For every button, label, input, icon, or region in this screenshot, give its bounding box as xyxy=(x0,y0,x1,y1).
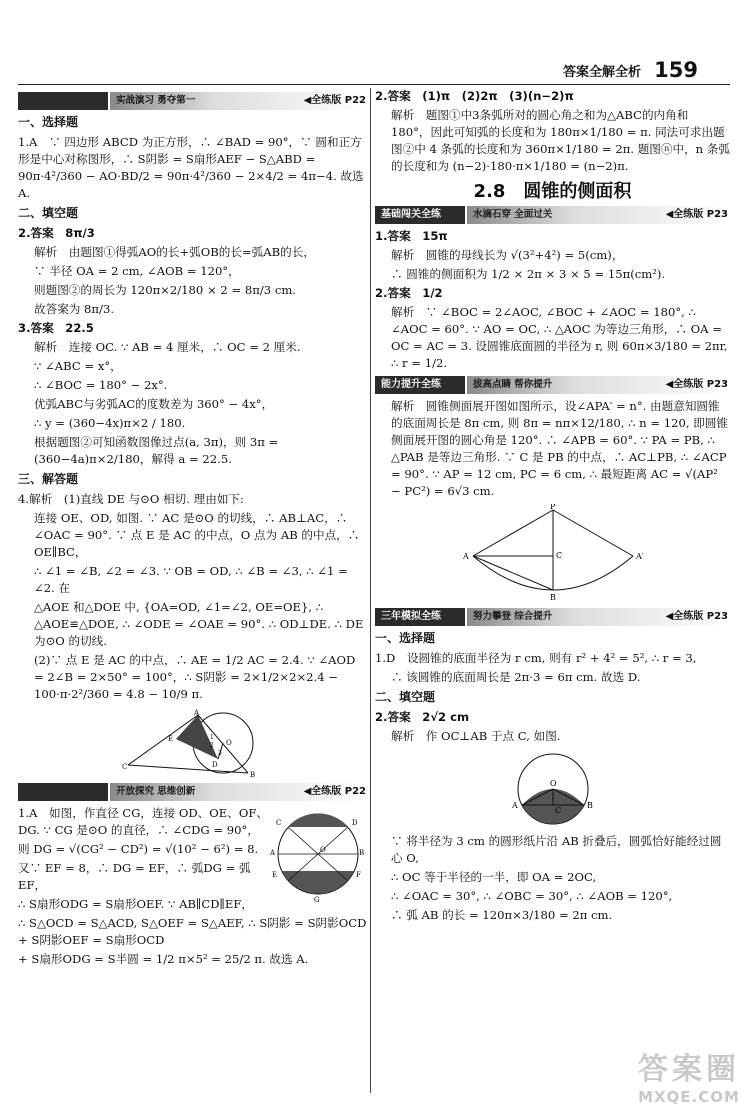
figure-label: B xyxy=(549,593,556,602)
section-heading: 三、解答题 xyxy=(18,472,79,486)
answer-label: 2.答案 8π/3 xyxy=(18,226,95,240)
figure-label: 1 xyxy=(210,734,214,741)
answer-text: + S扇形ODG = S半圆 = 1/2 π×5² = 25/2 π. 故选 A. xyxy=(18,952,309,966)
answer-text: 解析 ∵ ∠BOC = 2∠AOC, ∠BOC + ∠AOC = 180°, ∴ ∠AOC = 60°. ∵ AO = OC, ∴ △AOC 为等边三角形，∴ OA = OC = AC = 3. 设圆锥底面圆的半径为 r, 则 60π×3/180 = 2πr, ∴ r = 1/2. xyxy=(391,305,728,370)
tangent-circle-figure xyxy=(118,707,268,779)
answer-text: 则 DG = √(CG² − CD²) = √(10² − 6²) = 8. xyxy=(18,842,259,856)
figure-label: A xyxy=(194,709,200,717)
section-bar-label: 基础闯关全练 xyxy=(375,206,465,224)
answer-text: 优弧ABC与劣弧AC的度数差为 360° − 4x°， xyxy=(34,397,274,411)
section-bar-tag: ◀全练版 P23 xyxy=(665,611,728,622)
figure-label: A′ xyxy=(635,552,644,561)
answer-text: ∴ ∠BOC = 180° − 2x°. xyxy=(34,378,168,392)
answer-text: 4.解析 (1)直线 DE 与⊙O 相切. 理由如下: xyxy=(18,492,244,506)
header-rule xyxy=(18,84,730,85)
answer-label: 1.答案 15π xyxy=(375,229,448,243)
answer-text: 解析 连接 OC. ∵ AB = 4 厘米，∴ OC = 2 厘米. xyxy=(34,340,301,354)
section-bar-tag: ◀全练版 P22 xyxy=(303,95,366,106)
answer-text: ∴ OC 等于半径的一半，即 OA = 2OC, xyxy=(391,870,597,884)
answer-text: 1.A ∵ 四边形 ABCD 为正方形，∴ ∠BAD = 90°，∵ 圆和正方形是中心对称图形，∴ S阴影 = S扇形AEF − S△ABD = 90π·4²/360 − AO·BD/2 = 90π·4²/360 − 2×4/2 = 4π−4. 故选 A. xyxy=(18,135,364,200)
answer-text: 根据题图②可知函数图像过点(a, 3π)，则 3π = (360−4a)π×2/180，解得 a = 22.5. xyxy=(34,435,279,466)
section-bar-label: 三年模拟全练 xyxy=(375,608,465,626)
right-column xyxy=(375,88,730,926)
watermark-url: MXQE.COM xyxy=(638,1088,740,1106)
section-heading: 一、选择题 xyxy=(18,115,79,129)
section-bar-label: 开放探究 思维创新 xyxy=(110,783,368,801)
figure-label: 2 xyxy=(210,742,214,749)
section-bar-sub: 拔高点睛 帮你提升 xyxy=(467,376,730,394)
figure-label: C xyxy=(122,763,128,771)
cone-net-figure xyxy=(453,504,653,604)
answer-text: ∴ ∠1 = ∠B, ∠2 = ∠3. ∵ OB = OD, ∴ ∠B = ∠3, ∴ ∠1 = ∠2. 在 xyxy=(34,564,348,595)
section-bar xyxy=(375,376,730,394)
figure-label: C xyxy=(554,806,561,815)
figure-label: O xyxy=(226,739,232,747)
answer-text: 解析 圆锥的母线长为 √(3²+4²) = 5(cm)， xyxy=(391,248,624,262)
answer-text: 解析 题图①中3条弧所对的圆心角之和为△ABC的内角和 180°，因此可知弧的长度和为 180π×1/180 = π. 同法可求出题图②中 4 条弧的长度和为 360π×1/180 = 2π. 题图ⓝ中，n 条弧的长度和为 (n−2)·180·π×1/180 = (n−2)π. xyxy=(391,108,731,173)
figure-label: A xyxy=(511,801,518,810)
figure-label: B xyxy=(586,801,593,810)
answer-text: 故答案为 8π/3. xyxy=(34,302,115,316)
figure-label: O xyxy=(549,779,557,788)
figure-label: A xyxy=(270,849,276,857)
left-column xyxy=(18,88,368,970)
answer-text: 1.A 如图，作直径 CG，连接 OD、OE、OF、DG. ∵ CG 是⊙O 的直径，∴ ∠CDG = 90°， xyxy=(18,806,268,837)
answer-text: ∴ 该圆锥的底面周长是 2π·3 = 6π cm. 故选 D. xyxy=(391,670,641,684)
answer-text: ∵ 半径 OA = 2 cm, ∠AOB = 120°， xyxy=(34,264,240,278)
section-bar xyxy=(375,206,730,224)
figure-label: C xyxy=(555,551,562,560)
section-bar xyxy=(18,783,368,801)
section-bar-label: 实战演习 勇夺第一 xyxy=(110,92,368,110)
answer-label: 2.答案 (1)π (2)2π (3)(n−2)π xyxy=(375,89,574,103)
section-title: 2.8 圆锥的侧面积 xyxy=(473,181,632,202)
answer-text: 则题图②的周长为 120π×2/180 × 2 = 8π/3 cm. xyxy=(34,283,296,297)
answer-text: 1.D 设圆锥的底面半径为 r cm, 则有 r² + 4² = 5², ∴ r = 3, xyxy=(375,651,697,665)
column-divider xyxy=(370,88,371,1093)
answer-label: 3.答案 22.5 xyxy=(18,321,94,335)
page-number: 159 xyxy=(654,58,698,82)
section-bar-tag: ◀全练版 P23 xyxy=(665,379,728,390)
section-bar-tag: ◀全练版 P23 xyxy=(665,209,728,220)
answer-text: (2)∵ 点 E 是 AC 的中点，∴ AE = 1/2 AC = 2.4. ∵ ∠AOD = 2∠B = 2×50° = 100°，∴ S阴影 = 2×1/2×2×2.4 − 100·π·2²/360 = 4.8 − 10/9 π. xyxy=(34,653,356,701)
chord-circle-figure xyxy=(270,805,366,903)
answer-text: ∴ S△OCD = S△ACD, S△OEF = S△AEF, ∴ S阴影 = S阴影OCD + S阴影OEF = S扇形OCD xyxy=(18,916,367,947)
figure-label: B xyxy=(250,771,256,779)
answer-text: ∵ 将半径为 3 cm 的圆形纸片沿 AB 折叠后，圆弧恰好能经过圆心 O, xyxy=(391,834,722,865)
figure-label: O xyxy=(320,846,326,854)
figure-label: C xyxy=(276,819,282,827)
figure-label: B xyxy=(359,849,365,857)
answer-text: ∴ 弧 AB 的长 = 120π×3/180 = 2π cm. xyxy=(391,908,613,922)
section-bar-tag: ◀全练版 P22 xyxy=(303,786,366,797)
figure-label: F xyxy=(356,871,361,879)
answer-text: 解析 由题图①得弧AO的长+弧OB的长=弧AB的长， xyxy=(34,245,315,259)
answer-text: ∴ 圆锥的侧面积为 1/2 × 2π × 3 × 5 = 15π(cm²). xyxy=(391,267,666,281)
answer-text: 连接 OE、OD, 如图. ∵ AC 是⊙O 的切线，∴ AB⊥AC，∴ ∠OAC = 90°. ∵ 点 E 是 AC 的中点，O 点为 AB 的中点，∴ OE∥BC， xyxy=(34,511,360,559)
site-watermark xyxy=(638,1044,740,1106)
answer-text: 又∵ EF = 8，∴ DG = EF，∴ 弧DG = 弧EF， xyxy=(18,861,251,892)
section-bar-label: 能力提升全练 xyxy=(375,376,465,394)
answer-label: 2.答案 1/2 xyxy=(375,286,443,300)
section-heading: 一、选择题 xyxy=(375,631,436,645)
answer-label: 2.答案 2√2 cm xyxy=(375,710,470,724)
section-bar-sub: 努力攀登 综合提升 xyxy=(467,608,730,626)
answer-text: ∴ y = (360−4x)π×2 / 180. xyxy=(34,416,186,430)
section-heading: 二、填空题 xyxy=(18,206,79,220)
figure-label: A xyxy=(462,552,469,561)
figure-label: P xyxy=(549,504,555,511)
answer-text: ∵ ∠ABC = x°， xyxy=(34,359,122,373)
section-bar xyxy=(375,608,730,626)
answer-text: △AOE 和△DOE 中, {OA=OD, ∠1=∠2, OE=OE}, ∴ △AOE≌△DOE, ∴ ∠ODE = ∠OAE = 90°. ∴ OD⊥DE. ∴ DE 为⊙O 的切线. xyxy=(34,600,364,648)
figure-label: 3 xyxy=(218,750,222,757)
figure-label: E xyxy=(168,735,174,743)
folded-circle-figure xyxy=(508,749,598,829)
answer-text: 解析 圆锥侧面展开图如图所示，设∠APA′ = n°. 由题意知圆锥的底面周长是 8π cm, 则 8π = nπ×12/180, ∴ n = 120, 即圆锥侧面展开图的圆心角是 120°. ∴ ∠APB = 60°. ∵ PA = PB, ∴ △PAB 是等边三角形. ∵ C 是 PB 的中点，∴ AC⊥PB, ∴ ∠ACP = 90°. ∵ AP = 12 cm, PC = 6 cm, ∴ 最短距离 AC = √(AP² − PC²) = 6√3 cm. xyxy=(391,399,729,498)
figure-label: D xyxy=(352,819,358,827)
header-title: 答案全解全析 xyxy=(563,64,642,80)
section-bar-sub: 水滴石穿 全面过关 xyxy=(467,206,730,224)
section-heading: 二、填空题 xyxy=(375,690,436,704)
figure-label: D xyxy=(212,761,218,769)
section-bar xyxy=(18,92,368,110)
figure-label: G xyxy=(314,896,320,903)
figure-label: E xyxy=(272,871,278,879)
page-header xyxy=(563,58,698,82)
answer-text: ∴ ∠OAC = 30°, ∴ ∠OBC = 30°, ∴ ∠AOB = 120°, xyxy=(391,889,673,903)
watermark-logo-text: 答案圈 xyxy=(638,1052,740,1087)
answer-text: 解析 作 OC⊥AB 于点 C, 如图. xyxy=(391,729,561,743)
answer-text: ∴ S扇形ODG = S扇形OEF. ∵ AB∥CD∥EF， xyxy=(18,897,253,911)
